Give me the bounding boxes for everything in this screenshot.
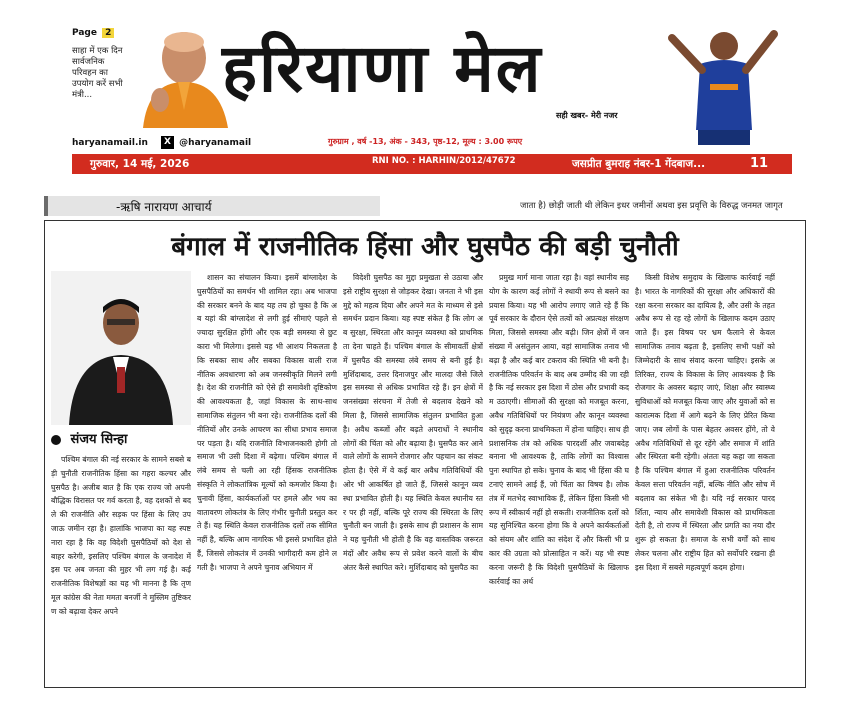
previous-article-snippet: जाता है) छोड़ी जाती थी लेकिन इधर जमीनों अथवा इस प्रवृत्ति के विरुद्ध जनमत जागृत (520, 201, 783, 211)
author-strip (44, 196, 380, 216)
byline-name: संजय सिन्हा (70, 432, 128, 447)
right-page-number: 11 (750, 156, 769, 171)
issue-date: गुरुवार, 14 मई, 2026 (90, 158, 190, 170)
news-ticker[interactable]: जसप्रीत बुमराह नंबर-1 गेंदबाज... (572, 158, 706, 170)
rni-number: RNI NO. : HARHIN/2012/47672 (372, 156, 516, 166)
author-name: -ऋषि नारायण आचार्य (116, 200, 212, 214)
article-column-1 (51, 453, 191, 685)
column-5-text: किसी विशेष समुदाय के खिलाफ कार्रवाई नहीं है। भारत के नागरिकों की सुरक्षा और अधिकारों की रक्षा करना सरकार का दायित्व है, और उसी के तहत अवैध रूप से रह रहे लोगों के खिलाफ कदम उठाए जाते हैं। इस विषय पर भ्रम फैलाने से केवल सामाजिक तनाव बढ़ता है, इसलिए सभी पक्षों को जिम्मेदारी के साथ संवाद करना चाहिए। इसके अतिरिक्त, राज्य के विकास के लिए आवश्यक है कि रोजगार के अवसर बढ़ाए जाएं, शिक्षा और स्वास्थ्य सुविधाओं को मजबूत किया जाए और युवाओं को सकारात्मक दिशा में आगे बढ़ने के लिए प्रेरित किया जाए। जब लोगों के पास बेहतर अवसर होंगे, तो वे अवैध गतिविधियों से दूर रहेंगे और समाज में शांति और स्थिरता बनी रहेगी। अंततः यह कहा जा सकता है कि पश्चिम बंगाल में हुआ राजनीतिक परिवर्तन केवल सत्ता परिवर्तन नहीं, बल्कि नीति और सोच में बदलाव का संकेत भी है। यदि नई सरकार पारदर्शिता, न्याय और समावेशी विकास को प्राथमिकता देती है, तो राज्य में स्थिरता और प्रगति का नया दौर शुरू हो सकता है। समाज के सभी वर्गों को साथ लेकर चलना और राष्ट्रीय हित को सर्वोपरि रखना ही इस दिशा में सबसे महत्वपूर्ण कदम होगा। (635, 273, 775, 572)
x-handle-link[interactable]: @haryanamail (179, 138, 252, 148)
article-column-2 (197, 271, 337, 685)
leader-portrait-image (138, 20, 233, 128)
masthead (72, 18, 792, 184)
column-1-text: पश्चिम बंगाल की नई सरकार के सामने सबसे बड़ी चुनौती राजनीतिक हिंसा का गहरा कल्चर और घुसपैठ है। अजीब बात है कि एक राज्य जो अपनी बौद्धिक विरासत पर गर्व करता है, वह दशकों से बदले की राजनीति और सड़क पर हिंसा के लिए उपजाऊ जमीन रहा है। हालांकि भाजपा का यह स्पष्ट नारा रहा है कि वह विदेशी घुसपैठियों को देश से बाहर करेगी, इसलिए पश्चिम बंगाल के जनादेश में इस पर अब जनता की मुहर भी लग गई है। कई राजनीतिक विशेषज्ञों का यह भी मानना है कि तृणमूल कांग्रेस की नेता ममता बनर्जी ने मुस्लिम तुष्टिकरण को बढ़ावा देकर अपने (51, 455, 191, 616)
byline (51, 429, 127, 447)
tagline: सही खबर- मेरी नजर (556, 111, 618, 120)
issue-info: गुरुग्राम , वर्ष -13, अंक - 343, पृष्ठ-12, मूल्य : 3.00 रूपए (328, 137, 523, 146)
article-column-3 (343, 271, 483, 685)
author-photo-image (51, 271, 191, 425)
newspaper-title: हरियाणा मेल (222, 29, 543, 107)
x-logo-icon: X (161, 136, 174, 149)
page-label: Page (72, 28, 97, 38)
website-link[interactable]: haryanamail.in (72, 138, 148, 148)
strip-accent (44, 196, 48, 216)
social-handles (72, 136, 251, 149)
article-column-4 (489, 271, 629, 685)
right-page-label: Page (750, 174, 775, 184)
byline-bullet-icon (51, 435, 61, 445)
column-4-text: प्रमुख मार्ग माना जाता रहा है। वहां स्थानीय सहयोग के कारण कई लोगों ने स्थायी रूप से बसने का प्रयास किया। यह भी आरोप लगाए जाते रहे हैं कि पूर्व सरकार के दौरान ऐसे तत्वों को अप्रत्यक्ष संरक्षण मिला, जिससे समस्या और बढ़ी। जिन क्षेत्रों में जनसंख्या में असंतुलन आया, वहां सामाजिक तनाव भी बढ़ा है और कई बार टकराव की स्थिति भी बनी है। राजनीतिक परिवर्तन के बाद अब उम्मीद की जा रही है कि नई सरकार इस दिशा में ठोस और प्रभावी कदम उठाएगी। सीमाओं की सुरक्षा को मजबूत करना, अवैध गतिविधियों पर नियंत्रण और कानून व्यवस्था को सुदृढ़ करना प्राथमिकता में होना चाहिए। साथ ही प्रशासनिक तंत्र को अधिक पारदर्शी और जवाबदेह बनाना भी आवश्यक है, ताकि लोगों का विश्वास पुनः स्थापित हो सके। चुनाव के बाद भी हिंसा की घटनाएं सामने आई हैं, जो चिंता का विषय है। लोकतंत्र में मतभेद स्वाभाविक हैं, लेकिन हिंसा किसी भी रूप में स्वीकार्य नहीं हो सकती। राजनीतिक दलों को यह सुनिश्चित करना होगा कि वे अपने कार्यकर्ताओं को संयम और शांति का संदेश दें और किसी भी प्रकार की उग्रता को प्रोत्साहित न करें। यह भी स्पष्ट करना जरूरी है कि विदेशी घुसपैठियों के खिलाफ कार्रवाई का अर्थ (489, 273, 629, 586)
article-column-5 (635, 271, 775, 685)
right-page-tag (750, 157, 792, 186)
article-box (44, 220, 806, 688)
page-tag (72, 28, 114, 38)
teaser-text[interactable]: साहा में एक दिन सार्वजनिक परिवहन का उपयोग करें सभी मंत्री... (72, 46, 123, 100)
cricketer-photo-image (662, 20, 782, 145)
article-headline: बंगाल में राजनीतिक हिंसा और घुसपैठ की बड़ी चुनौती (171, 232, 679, 262)
column-3-text: विदेशी घुसपैठ का मुद्दा प्रमुखता से उठाया और इसे राष्ट्रीय सुरक्षा से जोड़कर देखा। जनता ने भी इस मुद्दे को महत्व दिया और अपने मत के माध्यम से इसे समर्थन प्रदान किया। यह स्पष्ट संकेत है कि लोग अब सुरक्षा, स्थिरता और कानून व्यवस्था को प्राथमिकता देना चाहते हैं। पश्चिम बंगाल के सीमावर्ती क्षेत्रों में घुसपैठ की समस्या लंबे समय से बनी हुई है। मुर्शिदाबाद, उत्तर दिनाजपुर और मालदा जैसे जिले इस समस्या से अधिक प्रभावित रहे हैं। इन क्षेत्रों में जनसंख्या संरचना में तेजी से बदलाव देखने को मिला है, जिससे सामाजिक संतुलन प्रभावित हुआ है। अवैध कब्जों और बढ़ते अपराधों ने स्थानीय लोगों की चिंता को और बढ़ाया है। घुसपैठ कर आने वाले लोगों के सामने रोजगार और पहचान का संकट होता है। ऐसे में वे कई बार अवैध गतिविधियों की ओर भी आकर्षित हो जाते हैं, जिससे कानून व्यवस्था प्रभावित होती है। यह स्थिति केवल स्थानीय स्तर पर ही नहीं, बल्कि पूरे राज्य की स्थिरता के लिए चुनौती बन जाती है। इसके साथ ही प्रशासन के सामने यह चुनौती भी होती है कि वह वास्तविक जरूरतमंदों और अवैध रूप से प्रवेश करने वालों के बीच अंतर कैसे स्थापित करे। मुर्शिदाबाद को घुसपैठ का (343, 273, 483, 572)
page-number: 2 (102, 28, 114, 38)
column-2-text: शासन का संचालन किया। इसमें बांग्लादेश के घुसपैठियों का समर्थन भी शामिल रहा। अब भाजपा की सरकार बनने के बाद यह तय हो चुका है कि अब यहां की बांग्लादेश से लगी हुई सीमाएं पहले से ज्यादा सुरक्षित होंगी और एक बड़ी समस्या से छुटकारा भी मिलेगा। इससे यह भी आशय निकलता है कि सबका साथ और सबका विकास वाली राजनीतिक अवधारणा को अब जनस्वीकृति मिलने लगी है। देश की राजनीति को ऐसे ही समावेशी दृष्टिकोण की आवश्यकता है, जहां विकास के साथ-साथ सामाजिक संतुलन भी बना रहे। राजनीतिक दलों की नीतियों और उनके आचरण का सीधा प्रभाव समाज पर पड़ता है। यदि राजनीति विभाजनकारी होगी तो समाज भी उसी दिशा में बढ़ेगा। पश्चिम बंगाल में लंबे समय से चली आ रही हिंसक राजनीतिक संस्कृति ने लोकतांत्रिक मूल्यों को कमजोर किया है। चुनावी हिंसा, कार्यकर्ताओं पर हमले और भय का वातावरण लोकतंत्र के लिए गंभीर चुनौती प्रस्तुत करते हैं। यह स्थिति केवल राजनीतिक दलों तक सीमित नहीं है, बल्कि आम नागरिक भी इससे प्रभावित होते हैं, जिससे लोकतंत्र में उनकी भागीदारी कम होने लगती है। भाजपा ने अपने चुनाव अभियान में (197, 273, 337, 572)
